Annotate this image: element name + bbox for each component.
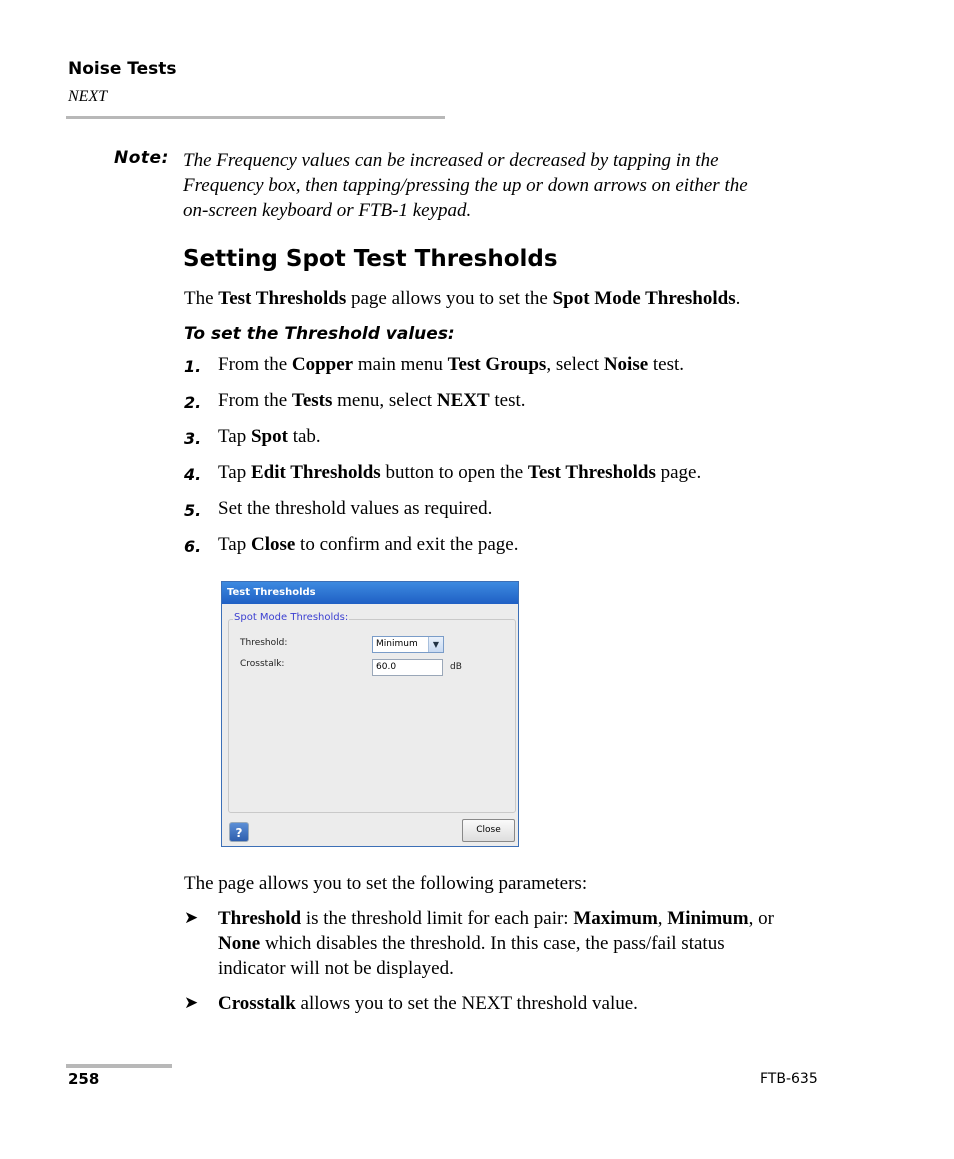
bullet-threshold: Threshold is the threshold limit for each pair: Maximum, Minimum, or None which disables the threshold. In this case, the pass/fail status indicator will not be displayed. (218, 908, 774, 979)
group-label: Spot Mode Thresholds: (234, 612, 349, 623)
step-number: 2. (184, 393, 202, 412)
running-header-title: Noise Tests (68, 59, 177, 79)
step-text: From the Tests menu, select NEXT test. (218, 390, 526, 411)
footer-rule (66, 1064, 172, 1068)
arrow-bullet-icon: ➤ (184, 993, 199, 1012)
step-number: 4. (184, 465, 202, 484)
section-intro: The Test Thresholds page allows you to set the Spot Mode Thresholds. (184, 288, 741, 309)
crosstalk-unit: dB (450, 662, 462, 672)
step-text: Tap Spot tab. (218, 426, 321, 447)
running-header-subtitle: NEXT (68, 88, 108, 105)
step-text: From the Copper main menu Test Groups, select Noise test. (218, 354, 685, 375)
chevron-down-icon[interactable]: ▼ (428, 637, 443, 652)
step-number: 6. (184, 537, 202, 556)
bullet-crosstalk: Crosstalk allows you to set the NEXT threshold value. (218, 993, 638, 1014)
header-rule (66, 116, 445, 119)
section-title: Setting Spot Test Thresholds (183, 246, 558, 272)
note-line: on-screen keyboard or FTB-1 keypad. (183, 200, 472, 221)
threshold-value: Minimum (376, 639, 418, 649)
note-line: The Frequency values can be increased or decreased by tapping in the (183, 150, 719, 171)
step-text: Tap Edit Thresholds button to open the Test Thresholds page. (218, 462, 702, 483)
note-label: Note: (114, 148, 169, 168)
product-name: FTB-635 (760, 1071, 818, 1087)
crosstalk-input[interactable]: 60.0 (372, 659, 443, 676)
step-text: Set the threshold values as required. (218, 498, 493, 519)
procedure-title: To set the Threshold values: (184, 324, 455, 344)
arrow-bullet-icon: ➤ (184, 908, 199, 927)
step-number: 1. (184, 357, 202, 376)
help-button[interactable]: ? (229, 822, 249, 842)
close-button[interactable]: Close (462, 819, 515, 842)
crosstalk-label: Crosstalk: (240, 659, 285, 669)
step-number: 5. (184, 501, 202, 520)
note-line: Frequency box, then tapping/pressing the up or down arrows on either the (183, 175, 748, 196)
step-number: 3. (184, 429, 202, 448)
step-text: Tap Close to confirm and exit the page. (218, 534, 519, 555)
params-intro: The page allows you to set the following parameters: (184, 873, 588, 894)
threshold-select[interactable] (372, 636, 444, 653)
dialog-title: Test Thresholds (222, 582, 518, 604)
test-thresholds-dialog (221, 581, 519, 847)
page-number: 258 (68, 1070, 100, 1088)
note-text (183, 148, 833, 223)
threshold-label: Threshold: (240, 638, 288, 648)
